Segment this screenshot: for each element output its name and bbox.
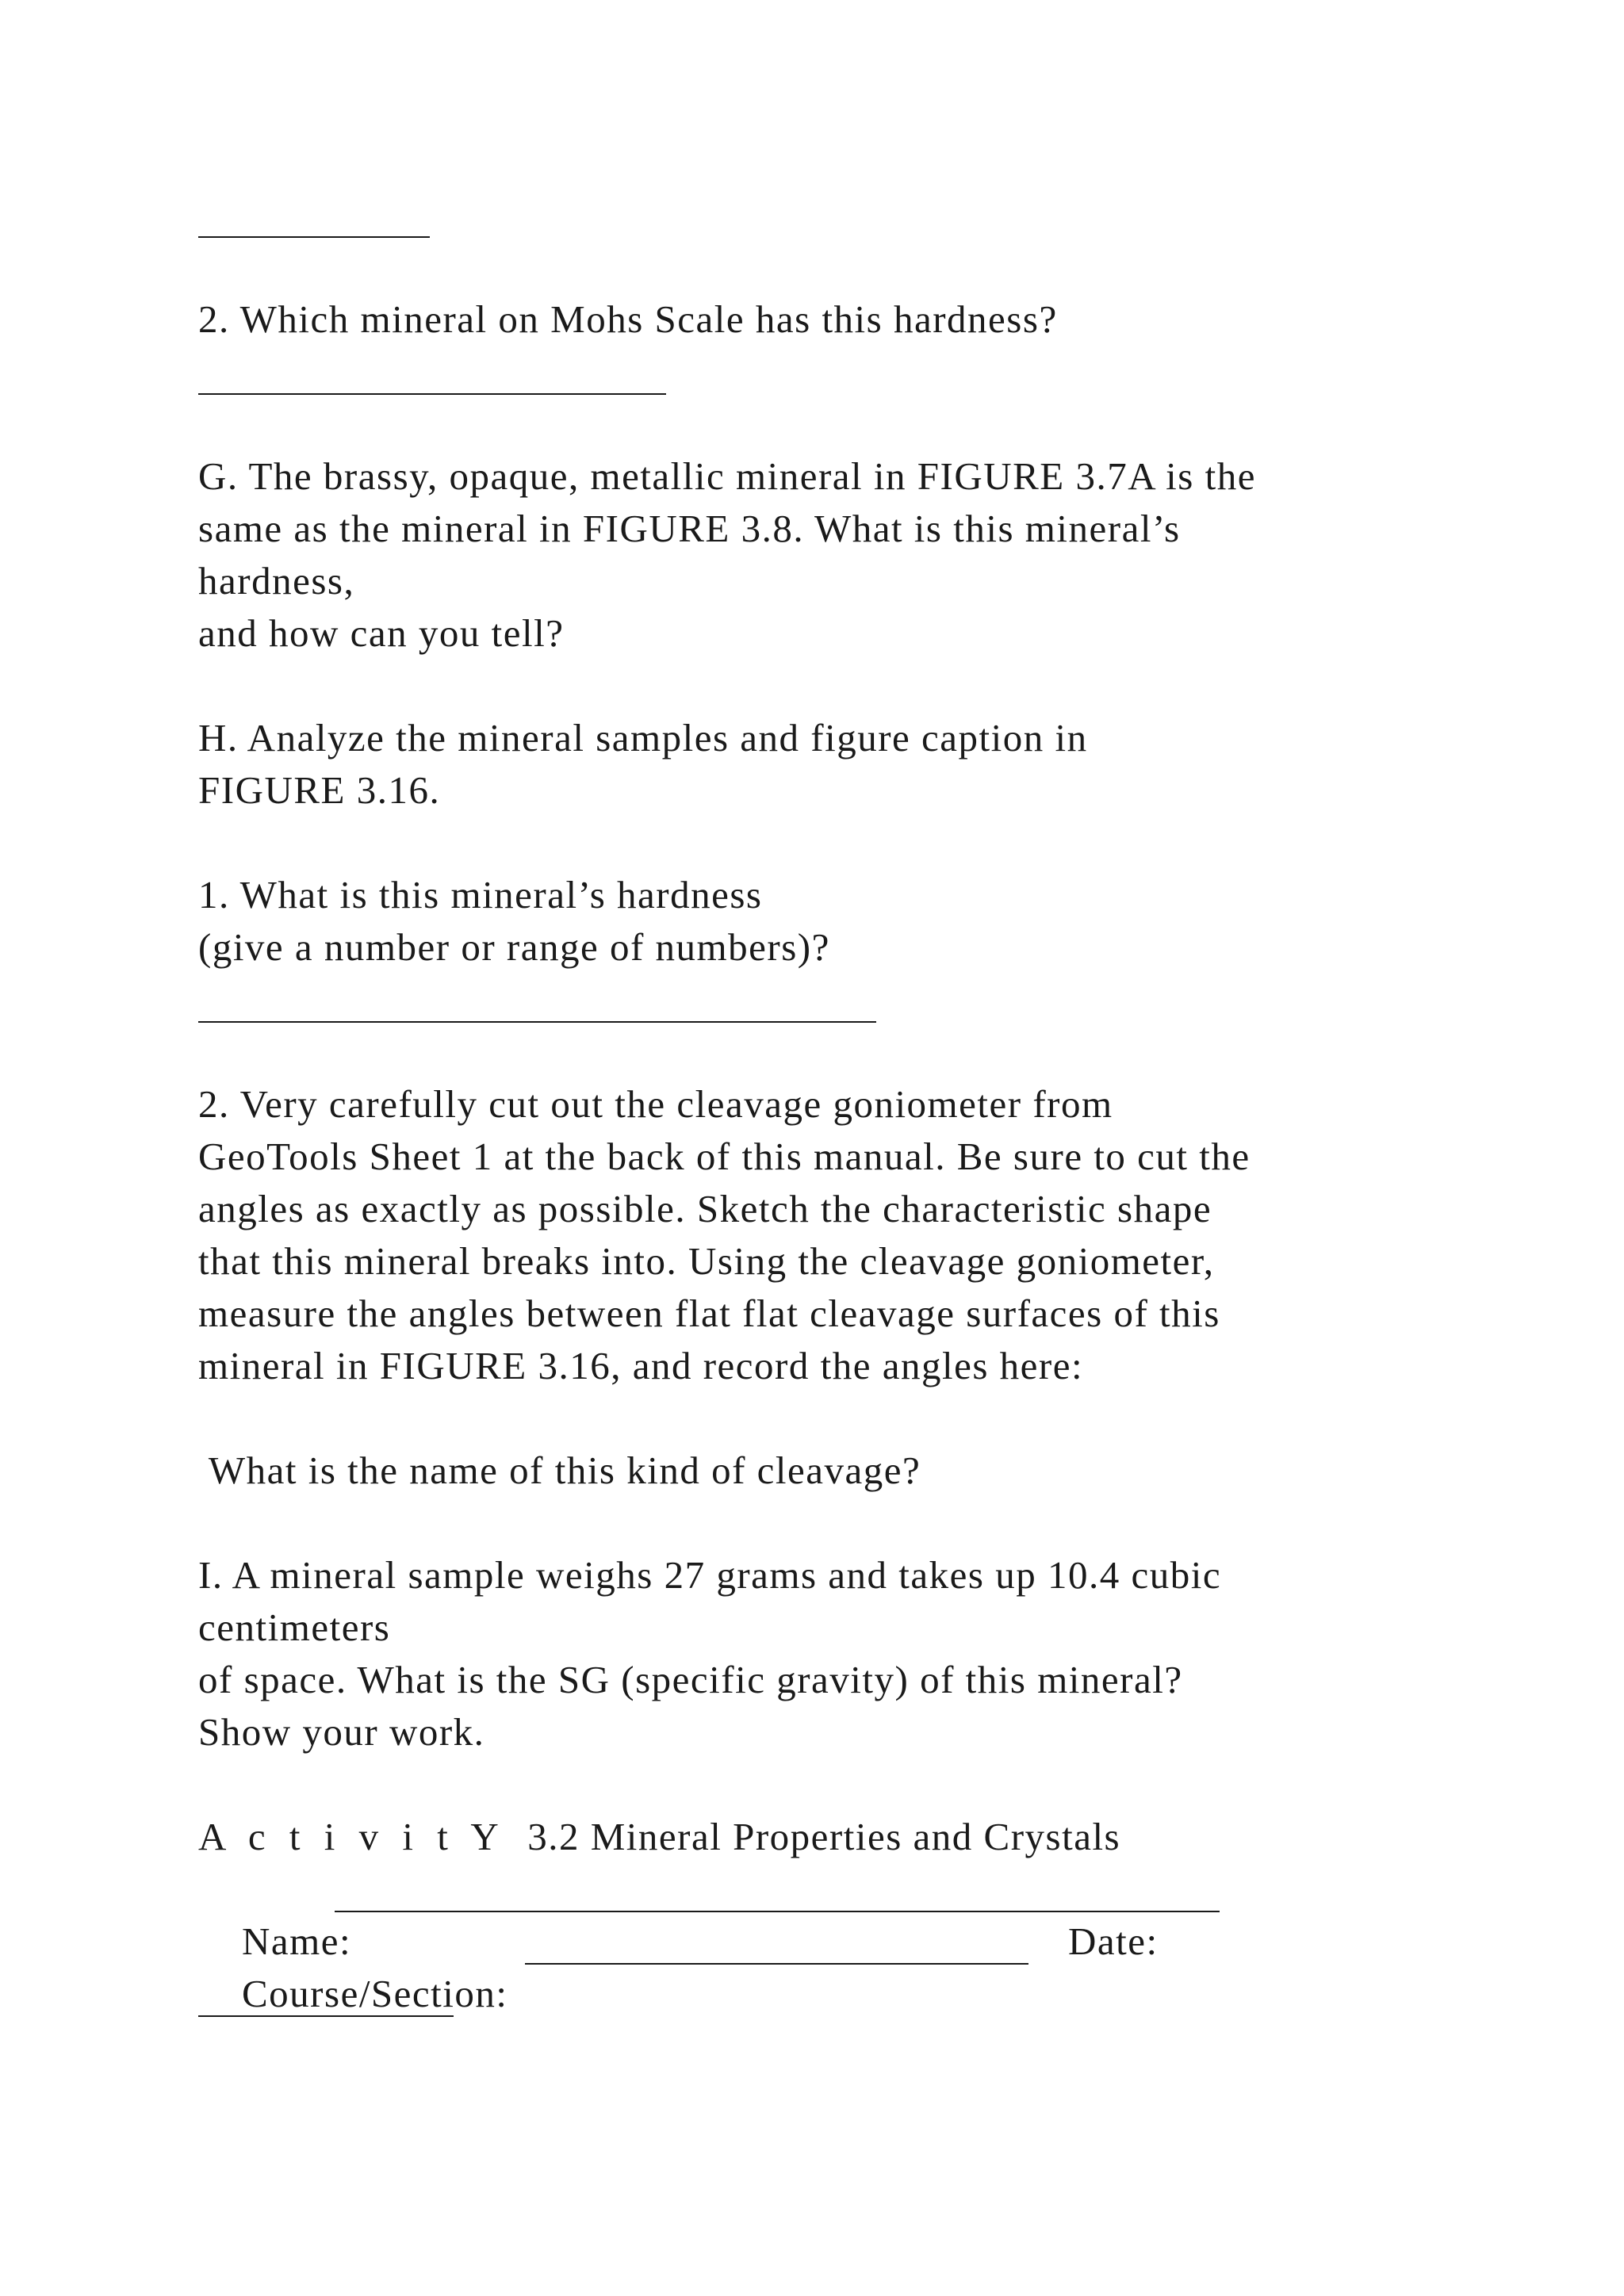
question-i-line-1: I. A mineral sample weighs 27 grams and takes up 10.4 cubic bbox=[198, 1553, 1222, 1597]
date-field[interactable] bbox=[198, 1968, 1483, 2020]
question-h2-line-3: angles as exactly as possible. Sketch the characteristic shape bbox=[198, 1187, 1212, 1230]
question-i-line-4: Show your work. bbox=[198, 1710, 485, 1754]
question-h2-line-1: 2. Very carefully cut out the cleavage goniometer from bbox=[198, 1082, 1113, 1126]
answer-blank-mohs-mineral[interactable] bbox=[198, 346, 1483, 398]
question-g-line-3: hardness, bbox=[198, 559, 355, 603]
question-h-line-1: H. Analyze the mineral samples and figure caption in bbox=[198, 716, 1088, 760]
answer-blank-top[interactable] bbox=[198, 189, 1483, 241]
question-h2-line-6: mineral in FIGURE 3.16, and record the angles here: bbox=[198, 1344, 1084, 1387]
question-cleavage-name: What is the name of this kind of cleavage? bbox=[198, 1448, 921, 1492]
answer-blank-hardness[interactable] bbox=[198, 974, 1483, 1026]
course-section-label: Course/Section: bbox=[242, 1972, 519, 2015]
activity-heading bbox=[198, 1811, 1483, 1863]
course-date-row bbox=[198, 1915, 1483, 2015]
name-field[interactable] bbox=[335, 1911, 1220, 1912]
question-i-line-3: of space. What is the SG (specific gravity) of this mineral? bbox=[198, 1658, 1183, 1701]
activity-title: 3.2 Mineral Properties and Crystals bbox=[505, 1815, 1121, 1858]
question-h-line-2: FIGURE 3.16. bbox=[198, 768, 441, 812]
question-h2-line-5: measure the angles between flat flat cleavage surfaces of this bbox=[198, 1292, 1220, 1335]
question-mohs-mineral: 2. Which mineral on Mohs Scale has this hardness? bbox=[198, 297, 1058, 341]
question-h2-line-4: that this mineral breaks into. Using the cleavage goniometer, bbox=[198, 1239, 1215, 1283]
worksheet-page bbox=[198, 189, 1483, 2020]
date-label: Date: bbox=[1068, 1919, 1159, 1963]
course-section-field[interactable] bbox=[525, 1963, 1028, 1965]
question-g-line-1: G. The brassy, opaque, metallic mineral in FIGURE 3.7A is the bbox=[198, 454, 1256, 498]
question-i-line-2: centimeters bbox=[198, 1605, 391, 1649]
activity-label: A c t i v i t Y bbox=[198, 1815, 506, 1858]
question-h1-line-2: (give a number or range of numbers)? bbox=[198, 925, 830, 969]
question-h2-line-2: GeoTools Sheet 1 at the back of this manual. Be sure to cut the bbox=[198, 1135, 1251, 1178]
name-label: Name: bbox=[242, 1919, 362, 1963]
question-h1-line-1: 1. What is this mineral’s hardness bbox=[198, 873, 763, 916]
question-g-line-2: same as the mineral in FIGURE 3.8. What is this mineral’s bbox=[198, 507, 1181, 550]
question-g-line-4: and how can you tell? bbox=[198, 611, 565, 655]
